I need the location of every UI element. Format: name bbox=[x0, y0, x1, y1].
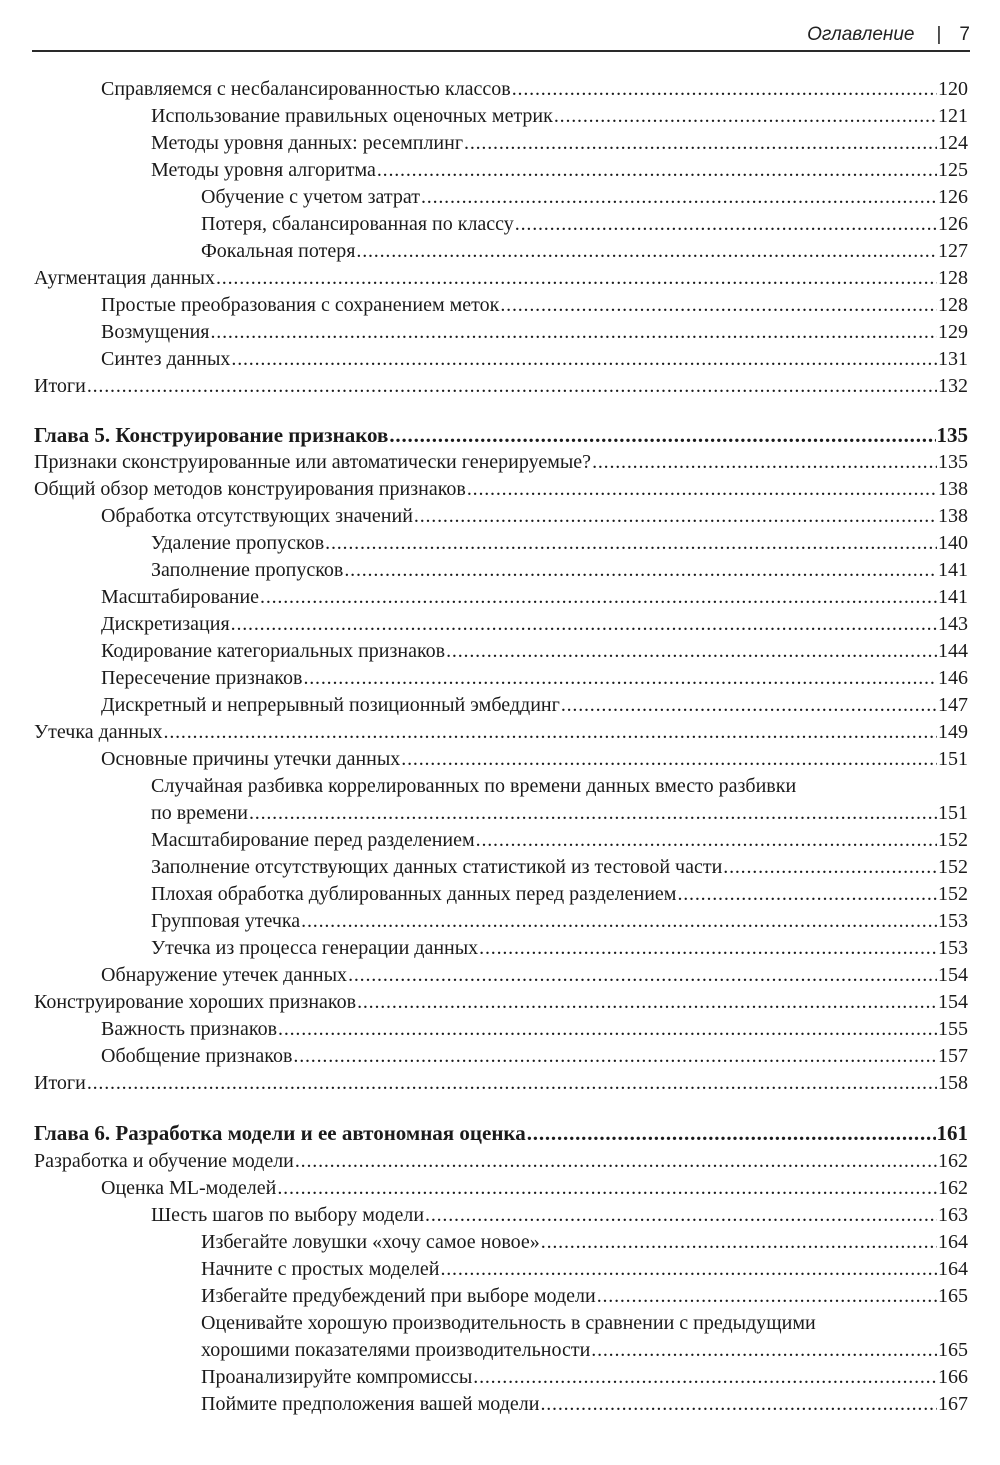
dot-leader bbox=[591, 1339, 937, 1362]
toc-page-number: 138 bbox=[938, 478, 968, 500]
dot-leader bbox=[561, 694, 937, 717]
dot-leader bbox=[440, 1258, 937, 1281]
toc-entry-title: Конструирование хороших признаков bbox=[34, 991, 357, 1013]
dot-leader bbox=[389, 423, 935, 448]
toc-entry-title: Методы уровня алгоритма bbox=[151, 159, 376, 181]
toc-page-number: 151 bbox=[938, 748, 968, 770]
toc-page-number: 152 bbox=[938, 883, 968, 905]
toc-entry-title: Утечка из процесса генерации данных bbox=[151, 937, 479, 959]
dot-leader bbox=[500, 294, 937, 317]
toc-page-number: 143 bbox=[938, 613, 968, 635]
toc-entry-title-line2: по времени bbox=[151, 802, 248, 824]
toc-entry-title: Итоги bbox=[34, 1072, 86, 1094]
toc-entry-title: Возмущения bbox=[101, 321, 210, 343]
dot-leader bbox=[476, 829, 937, 852]
dot-leader bbox=[421, 186, 937, 209]
toc-entry-title: Масштабирование перед разделением bbox=[151, 829, 475, 851]
header-inner bbox=[807, 24, 970, 46]
toc-entry-title: Плохая обработка дублированных данных перед разделением bbox=[151, 883, 677, 905]
toc-page-number: 152 bbox=[938, 829, 968, 851]
dot-leader bbox=[401, 748, 937, 771]
toc-page-number: 144 bbox=[938, 640, 968, 662]
toc-entry-title: Глава 5. Конструирование признаков bbox=[34, 423, 389, 447]
header-separator: | bbox=[936, 24, 942, 45]
toc-entry-title: Оценка ML-моделей bbox=[101, 1177, 277, 1199]
dot-leader bbox=[164, 721, 937, 744]
toc-page-number: 126 bbox=[938, 213, 968, 235]
toc-entry-title: Начните с простых моделей bbox=[201, 1258, 440, 1280]
dot-leader bbox=[211, 321, 938, 344]
dot-leader bbox=[512, 78, 937, 101]
toc-entry-title: Удаление пропусков bbox=[151, 532, 325, 554]
toc-entry-title: Заполнение пропусков bbox=[151, 559, 344, 581]
dot-leader bbox=[216, 267, 937, 290]
dot-leader bbox=[278, 1018, 937, 1041]
dot-leader bbox=[377, 159, 937, 182]
toc-entry-title: Масштабирование bbox=[101, 586, 260, 608]
toc-page-number: 121 bbox=[938, 105, 968, 127]
dot-leader bbox=[540, 1393, 937, 1416]
toc-page-number: 140 bbox=[938, 532, 968, 554]
header-page-number: 7 bbox=[959, 24, 970, 45]
dot-leader bbox=[357, 991, 937, 1014]
dot-leader bbox=[473, 1366, 937, 1389]
toc-entry-title: Использование правильных оценочных метрик bbox=[151, 105, 553, 127]
toc-entry-title: Избегайте предубеждений при выборе модели bbox=[201, 1285, 596, 1307]
toc-entry-title: Итоги bbox=[34, 375, 86, 397]
dot-leader bbox=[723, 856, 937, 879]
toc-page-number: 166 bbox=[938, 1366, 968, 1388]
header-section-title: Оглавление bbox=[807, 24, 915, 45]
toc-entry-title: Проанализируйте компромиссы bbox=[201, 1366, 473, 1388]
toc-entry-title: Аугментация данных bbox=[34, 267, 215, 289]
toc-entry-title: Обобщение признаков bbox=[101, 1045, 293, 1067]
dot-leader bbox=[231, 613, 937, 636]
dot-leader bbox=[303, 667, 937, 690]
toc-entry-title: Пересечение признаков bbox=[101, 667, 303, 689]
toc-page-number: 152 bbox=[938, 856, 968, 878]
dot-leader bbox=[293, 1045, 937, 1068]
dot-leader bbox=[446, 640, 937, 663]
dot-leader bbox=[301, 910, 937, 933]
toc-entry-title: Потеря, сбалансированная по классу bbox=[201, 213, 514, 235]
toc-entry-title: Признаки сконструированные или автоматически генерируемые? bbox=[34, 451, 592, 473]
dot-leader bbox=[356, 240, 937, 263]
toc-page-number: 146 bbox=[938, 667, 968, 689]
toc-entry-title: Справляемся с несбалансированностью классов bbox=[101, 78, 511, 100]
toc-page-number: 128 bbox=[938, 267, 968, 289]
toc-page-number: 157 bbox=[938, 1045, 968, 1067]
toc-page-number: 165 bbox=[938, 1339, 968, 1361]
toc-page-number: 124 bbox=[938, 132, 968, 154]
dot-leader bbox=[249, 802, 937, 825]
toc-page-number: 162 bbox=[938, 1177, 968, 1199]
toc-page-number: 153 bbox=[938, 937, 968, 959]
toc-entry-title-line1: Оценивайте хорошую производительность в сравнении с предыдущими bbox=[201, 1312, 816, 1334]
dot-leader bbox=[325, 532, 937, 555]
toc-page-number: 141 bbox=[938, 586, 968, 608]
toc-page-number: 135 bbox=[936, 423, 968, 447]
dot-leader bbox=[348, 964, 937, 987]
toc-page-number: 131 bbox=[938, 348, 968, 370]
dot-leader bbox=[87, 1072, 937, 1095]
toc-entry-title: Обучение с учетом затрат bbox=[201, 186, 420, 208]
toc-page-number: 165 bbox=[938, 1285, 968, 1307]
toc-page-number: 164 bbox=[938, 1258, 968, 1280]
dot-leader bbox=[467, 478, 937, 501]
toc-entry-title: Утечка данных bbox=[34, 721, 163, 743]
toc-entry-title: Обработка отсутствующих значений bbox=[101, 505, 413, 527]
toc-page-number: 126 bbox=[938, 186, 968, 208]
toc-page-number: 158 bbox=[938, 1072, 968, 1094]
toc-entry-title: Глава 6. Разработка модели и ее автономная оценка bbox=[34, 1121, 526, 1145]
dot-leader bbox=[597, 1285, 937, 1308]
toc-entry-title: Синтез данных bbox=[101, 348, 231, 370]
toc-page-number: 125 bbox=[938, 159, 968, 181]
toc-page-number: 167 bbox=[938, 1393, 968, 1415]
toc-entry-title: Разработка и обучение модели bbox=[34, 1150, 294, 1172]
toc-page-number: 132 bbox=[938, 375, 968, 397]
toc-page-number: 154 bbox=[938, 991, 968, 1013]
dot-leader bbox=[464, 132, 937, 155]
dot-leader bbox=[277, 1177, 937, 1200]
toc-page-number: 161 bbox=[936, 1121, 968, 1145]
toc-entry-title: Кодирование категориальных признаков bbox=[101, 640, 446, 662]
toc-page-number: 135 bbox=[938, 451, 968, 473]
toc-page-number: 154 bbox=[938, 964, 968, 986]
dot-leader bbox=[344, 559, 937, 582]
dot-leader bbox=[414, 505, 937, 528]
toc-page-number: 162 bbox=[938, 1150, 968, 1172]
running-header bbox=[32, 20, 970, 52]
dot-leader bbox=[295, 1150, 937, 1173]
toc-entry-title: Методы уровня данных: ресемплинг bbox=[151, 132, 464, 154]
dot-leader bbox=[677, 883, 937, 906]
toc-entry-title: Обнаружение утечек данных bbox=[101, 964, 348, 986]
dot-leader bbox=[231, 348, 937, 371]
toc-entry-title: Групповая утечка bbox=[151, 910, 301, 932]
toc-entry-title: Поймите предположения вашей модели bbox=[201, 1393, 540, 1415]
toc-page-number: 151 bbox=[938, 802, 968, 824]
toc-page-number: 149 bbox=[938, 721, 968, 743]
dot-leader bbox=[87, 375, 937, 398]
toc-page-number: 147 bbox=[938, 694, 968, 716]
toc-page-number: 128 bbox=[938, 294, 968, 316]
toc-entry-title: Дискретизация bbox=[101, 613, 230, 635]
dot-leader bbox=[592, 451, 937, 474]
toc-page-number: 129 bbox=[938, 321, 968, 343]
dot-leader bbox=[554, 105, 937, 128]
toc-entry-title-line2: хорошими показателями производительности bbox=[201, 1339, 591, 1361]
toc-page-number: 138 bbox=[938, 505, 968, 527]
dot-leader bbox=[541, 1231, 937, 1254]
dot-leader bbox=[260, 586, 937, 609]
toc-page-number: 163 bbox=[938, 1204, 968, 1226]
toc-page-number: 127 bbox=[938, 240, 968, 262]
toc-page-number: 120 bbox=[938, 78, 968, 100]
toc-entry-title: Общий обзор методов конструирования признаков bbox=[34, 478, 466, 500]
toc-page-number: 164 bbox=[938, 1231, 968, 1253]
toc-entry-title: Основные причины утечки данных bbox=[101, 748, 401, 770]
toc-entry-title: Фокальная потеря bbox=[201, 240, 356, 262]
toc-page-number: 155 bbox=[938, 1018, 968, 1040]
toc-page-number: 153 bbox=[938, 910, 968, 932]
toc-entry-title: Шесть шагов по выбору модели bbox=[151, 1204, 425, 1226]
toc-entry-title-line1: Случайная разбивка коррелированных по времени данных вместо разбивки bbox=[151, 775, 797, 797]
toc-entry-title: Избегайте ловушки «хочу самое новое» bbox=[201, 1231, 540, 1253]
dot-leader bbox=[425, 1204, 937, 1227]
toc-page-number: 141 bbox=[938, 559, 968, 581]
toc-entry-title: Простые преобразования с сохранением меток bbox=[101, 294, 500, 316]
dot-leader bbox=[479, 937, 937, 960]
dot-leader bbox=[527, 1121, 936, 1146]
dot-leader bbox=[515, 213, 937, 236]
toc-entry-title: Важность признаков bbox=[101, 1018, 278, 1040]
toc-entry-title: Заполнение отсутствующих данных статистикой из тестовой части bbox=[151, 856, 723, 878]
toc-entry-title: Дискретный и непрерывный позиционный эмбеддинг bbox=[101, 694, 560, 716]
